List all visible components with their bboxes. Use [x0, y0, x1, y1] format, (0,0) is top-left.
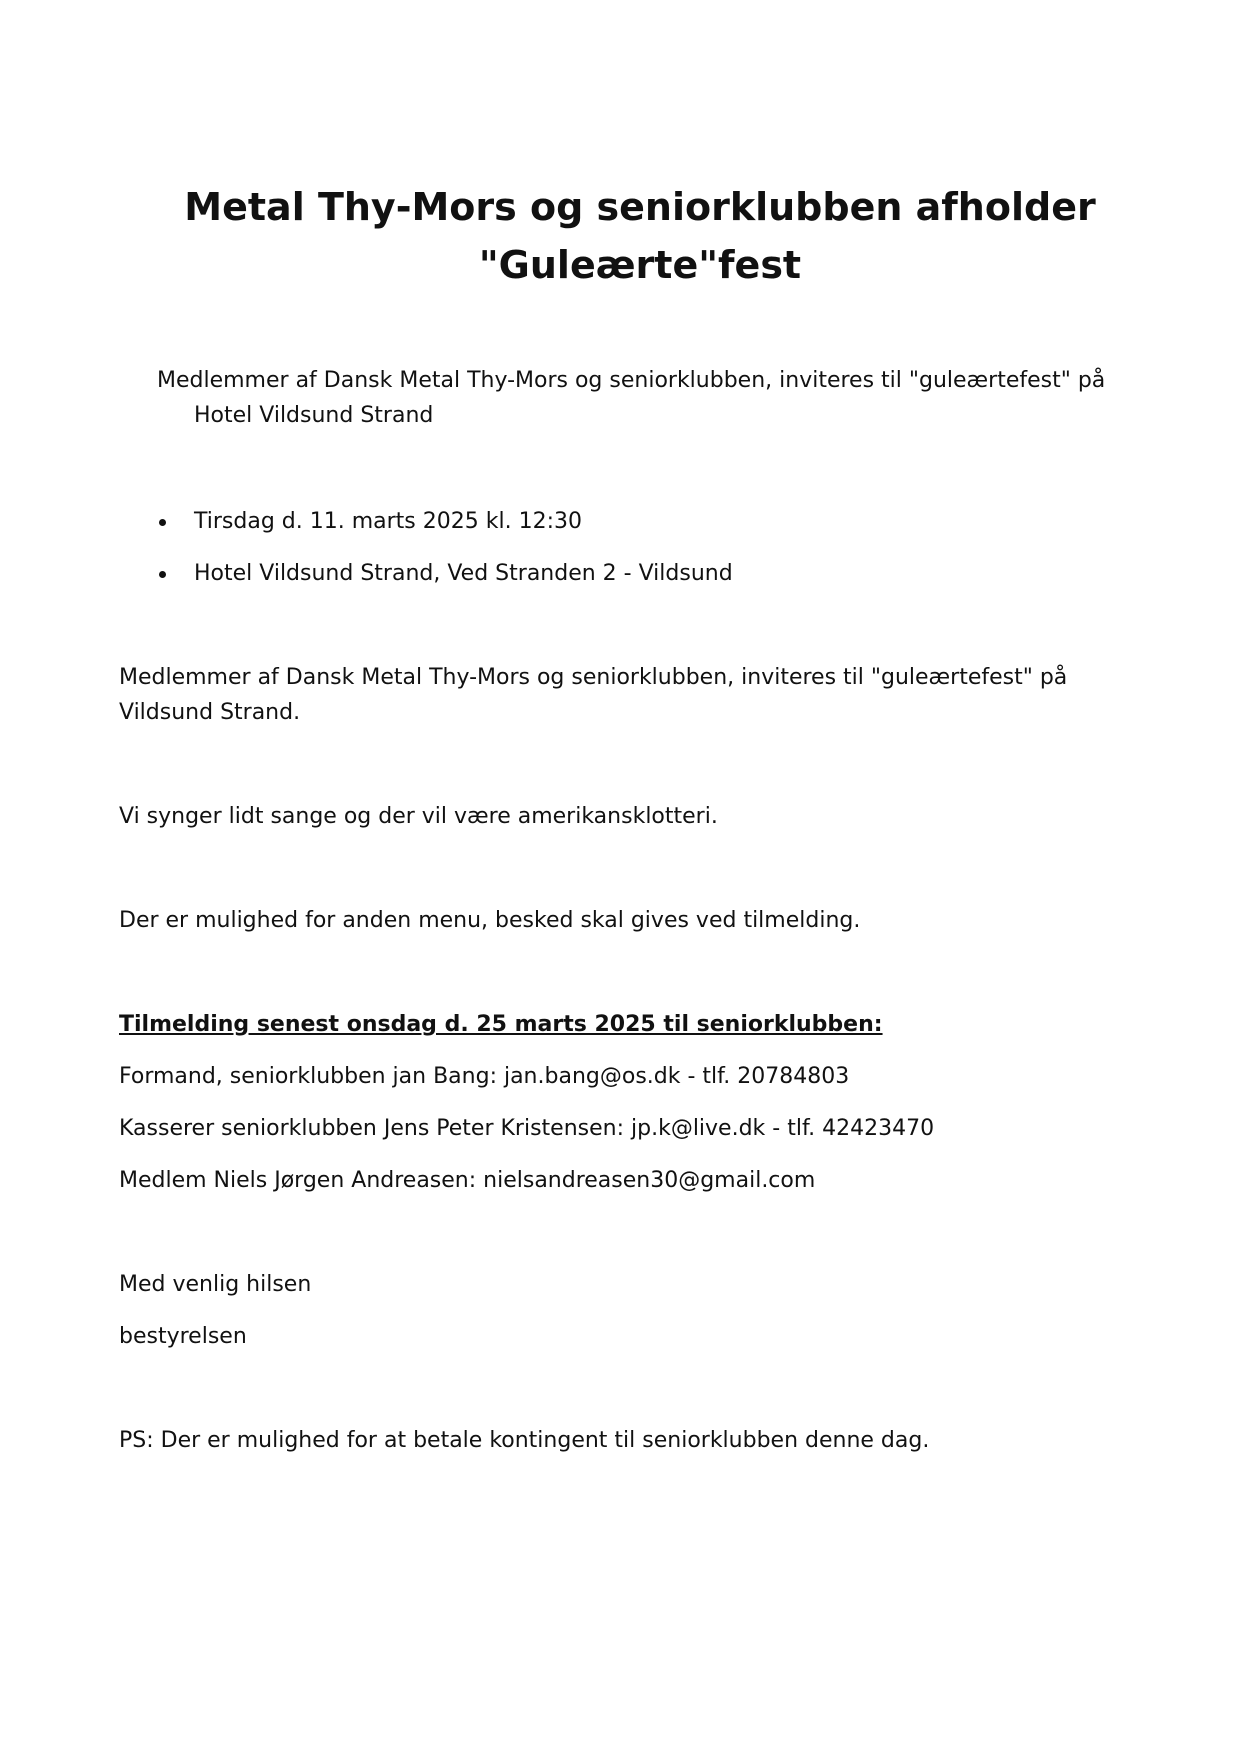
event-details-list	[157, 504, 733, 608]
bullet-icon	[159, 519, 166, 526]
list-item-location	[157, 556, 733, 591]
contact-member: Medlem Niels Jørgen Andreasen: nielsandreasen30@gmail.com	[119, 1168, 816, 1193]
intro-line-1: Medlemmer af Dansk Metal Thy-Mors og seniorklubben, inviteres til "guleærtefest" på	[157, 368, 1106, 393]
closing-greeting: Med venlig hilsen	[119, 1272, 312, 1297]
document-title	[150, 178, 1130, 294]
registration-heading: Tilmelding senest onsdag d. 25 marts 2025 til seniorklubben:	[119, 1012, 883, 1037]
list-item-date	[157, 504, 733, 539]
event-date-text: Tirsdag d. 11. marts 2025 kl. 12:30	[194, 509, 582, 534]
paragraph-menu: Der er mulighed for anden menu, besked skal gives ved tilmelding.	[119, 908, 861, 933]
intro-line-2: Hotel Vildsund Strand	[194, 403, 434, 428]
closing-signature: bestyrelsen	[119, 1324, 247, 1349]
event-location-text: Hotel Vildsund Strand, Ved Stranden 2 - Vildsund	[194, 561, 733, 586]
bullet-icon	[159, 571, 166, 578]
title-line-1: Metal Thy-Mors og seniorklubben afholder	[184, 185, 1096, 229]
contact-chairman: Formand, seniorklubben jan Bang: jan.bang@os.dk - tlf. 20784803	[119, 1064, 850, 1089]
postscript: PS: Der er mulighed for at betale kontingent til seniorklubben denne dag.	[119, 1428, 930, 1453]
contact-treasurer: Kasserer seniorklubben Jens Peter Kristensen: jp.k@live.dk - tlf. 42423470	[119, 1116, 935, 1141]
paragraph-invite-line-2: Vildsund Strand.	[119, 700, 301, 725]
title-line-2: "Guleærte"fest	[478, 243, 802, 287]
paragraph-invite-line-1: Medlemmer af Dansk Metal Thy-Mors og seniorklubben, inviteres til "guleærtefest" på	[119, 665, 1068, 690]
paragraph-program: Vi synger lidt sange og der vil være amerikansklotteri.	[119, 804, 718, 829]
